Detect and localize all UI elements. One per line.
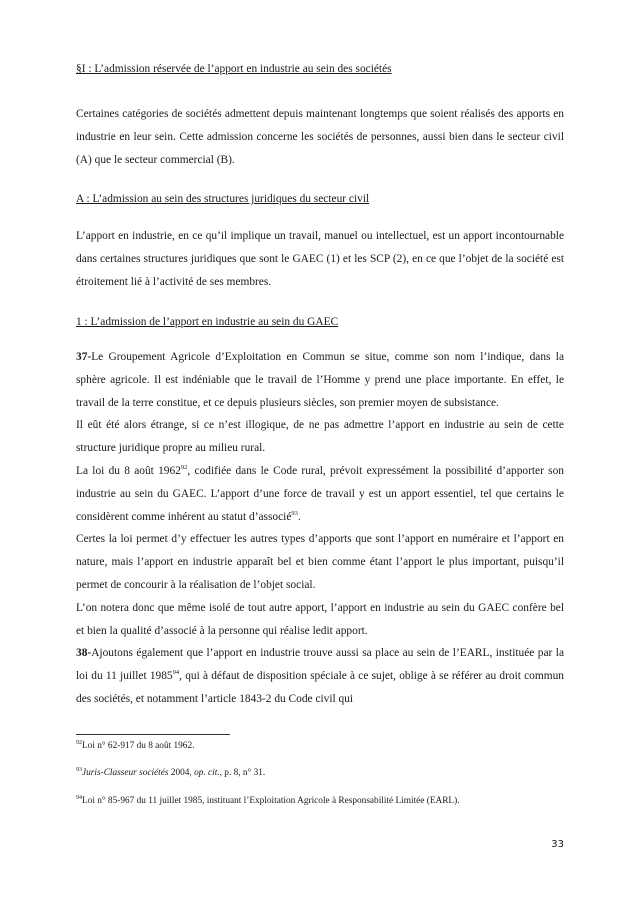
body-paragraphs — [76, 346, 564, 711]
intro-paragraph — [76, 103, 564, 171]
paragraph-number-37: 37- — [76, 351, 92, 363]
paragraph-37c-middle: , codifiée dans le Code rural, prévoit expressément la possibilité d’apporter son industrie au sein du GAEC. L’apport d’une force de travail y est un apport essentiel, tel que certains le considèrent comme inhérent au statut d’associé — [76, 464, 564, 523]
footnote-italic-ref: op. cit. — [194, 768, 220, 778]
paragraph-37b: Il eût été alors étrange, si ce n’est illogique, de ne pas admettre l’apport en industrie au sein de cette structure juridique propre au milieu rural. — [76, 419, 564, 455]
paragraph-38-end: , qui à défaut de disposition spéciale à ce sujet, oblige à se référer au droit commun des sociétés, et notamment l’article 1843-2 du Code civil qui — [76, 670, 564, 705]
footnote-93 — [76, 768, 564, 778]
paragraph-37c-end: . — [297, 510, 301, 523]
footnote-ref-93: 93 — [291, 509, 298, 517]
footnote-number: 92 — [76, 739, 82, 746]
paragraph-a — [76, 225, 564, 293]
footnote-92 — [76, 741, 564, 751]
paragraph-37d: Certes la loi permet d’y effectuer les autres types d’apports que sont l’apport en numéraire et l’apport en nature, mais l’apport en industrie apparaît bel et bien comme étant l’apport le plus important, puisqu’il permet de concourir à la réalisation de l’objet social. — [76, 533, 564, 591]
footnote-text: Loi n° 62-917 du 8 août 1962. — [82, 741, 195, 751]
subsection-heading-a: A : L’admission au sein des structures juridiques du secteur civil — [76, 193, 370, 205]
paragraph-37c — [76, 460, 564, 528]
footnote-ref-92: 92 — [180, 464, 188, 472]
paragraph-37 — [76, 346, 564, 414]
intro-text: Certaines catégories de sociétés admettent depuis maintenant longtemps que soient réalisés des apports en industrie en leur sein. Cette admission concerne les sociétés de personnes, aussi bien dans le secteur civil (A) que le secteur commercial (B). — [76, 108, 564, 166]
paragraph-a-text: L’apport en industrie, en ce qu’il implique un travail, manuel ou intellectuel, est un apport incontournable dans certaines structures juridiques que sont le GAEC (1) et les SCP (2), en ce que l’objet de la société est étroitement lié à l’activité de ses membres. — [76, 230, 564, 288]
paragraph-number-38: 38- — [76, 647, 92, 660]
footnote-text: , p. 8, n° 31. — [219, 768, 266, 778]
paragraph-38 — [76, 642, 564, 710]
footnote-ref-94: 94 — [172, 669, 180, 677]
footnote-separator — [76, 734, 230, 735]
footnote-number: 93 — [76, 766, 82, 773]
page-number: 33 — [551, 839, 564, 850]
subsection-heading-1: 1 : L’admission de l’apport en industrie au sein du GAEC — [76, 316, 339, 328]
paragraph-37c-start: La loi du 8 août 1962 — [76, 464, 181, 477]
section-heading: §I : L’admission réservée de l’apport en industrie au sein des sociétés — [76, 63, 392, 75]
footnote-text: Loi n° 85-967 du 11 juillet 1985, instituant l’Exploitation Agricole à Responsabilité Limitée (EARL). — [82, 796, 460, 806]
footnote-italic-title: Juris-Classeur sociétés — [82, 768, 169, 778]
footnote-94 — [76, 796, 564, 806]
footnote-number: 94 — [76, 794, 82, 801]
footnote-text: 2004, — [168, 768, 195, 778]
paragraph-37e: L’on notera donc que même isolé de tout autre apport, l’apport en industrie au sein du GAEC confère bel et bien la qualité d’associé à la personne qui réalise ledit apport. — [76, 601, 564, 637]
paragraph-38-start: Ajoutons également que l’apport en industrie trouve aussi sa place au sein de l’EARL, instituée par la loi du 11 juillet 1985 — [76, 647, 564, 683]
paragraph-37-text: Le Groupement Agricole d’Exploitation en Commun se situe, comme son nom l’indique, dans la sphère agricole. Il est indéniable que le travail de l’Homme y prend une place importante. En effet, le travail de la terre constitue, et ce depuis plusieurs siècles, son premier moyen de subsistance. — [76, 351, 564, 409]
